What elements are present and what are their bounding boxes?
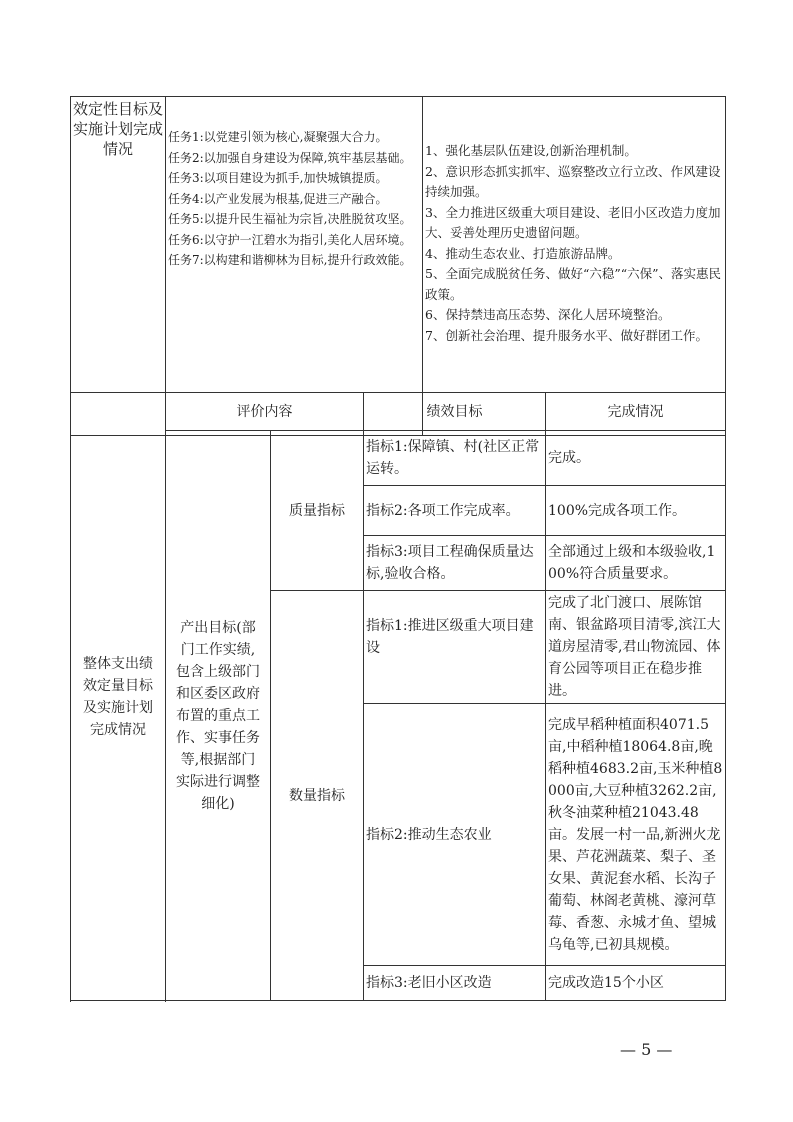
task-item: 任务2:以加强自身建设为保障,筑牢基层基础。 <box>168 150 412 165</box>
header-result: 完成情况 <box>546 393 726 431</box>
quantity-result-3: 完成改造15个小区 <box>546 966 726 1001</box>
quantitative-goals-table <box>70 392 726 1001</box>
task-item: 任务5:以提升民生福祉为宗旨,决胜脱贫攻坚。 <box>168 212 412 226</box>
result-item: 5、全面完成脱贫任务、做好“六稳”“六保”、落实惠民政策。 <box>425 266 722 302</box>
quality-result-1: 完成。 <box>546 431 726 486</box>
quality-result-2: 100%完成各项工作。 <box>546 486 726 536</box>
header-target: 绩效目标 <box>364 393 546 431</box>
task-item: 任务3:以项目建设为抓手,加快城镇提质。 <box>168 171 388 185</box>
qualitative-goals-table <box>70 96 726 436</box>
tasks-cell <box>166 97 423 436</box>
task-item: 任务4:以产业发展为根基,促进三产融合。 <box>168 191 388 206</box>
result-item: 4、推动生态农业、打造旅游品牌。 <box>425 245 621 261</box>
quantity-result-2: 完成早稻种植面积4071.5亩,中稻种植18064.8亩,晚稻种植4683.2亩,玉米种植8000亩,大豆种植3262.2亩,秋冬油菜种植21043.48亩。发展一村一品,新洲火龙果、芦花洲蔬菜、梨子、圣女果、黄泥套水稻、长沟子葡萄、林阁老黄桃、濠河草莓、香葱、永城才鱼、望城乌龟等,已初具规模。 <box>546 704 726 966</box>
header-evaluation: 评价内容 <box>166 393 364 431</box>
task-item: 任务6:以守护一江碧水为指引,美化人居环境。 <box>168 232 412 247</box>
result-item: 1、强化基层队伍建设,创新治理机制。 <box>425 143 637 158</box>
result-item: 6、保持禁违高压态势、深化人居环境整治。 <box>425 307 671 322</box>
quantity-result-1: 完成了北门渡口、展陈馆南、银盆路项目清零,滨江大道房屋清零,君山物流园、体育公园等项目正在稳步推进。 <box>546 591 726 704</box>
quality-label: 质量指标 <box>271 431 364 591</box>
result-item: 7、创新社会治理、提升服务水平、做好群团工作。 <box>425 327 708 343</box>
quantity-target-3: 指标3:老旧小区改造 <box>364 966 546 1001</box>
quality-result-3: 全部通过上级和本级验收,100%符合质量要求。 <box>546 536 726 591</box>
quality-target-3: 指标3:项目工程确保质量达标,验收合格。 <box>364 536 546 591</box>
quality-target-2: 指标2:各项工作完成率。 <box>364 486 546 536</box>
page-number: — 5 — <box>620 1040 673 1059</box>
quantity-target-2: 指标2:推动生态农业 <box>364 704 546 966</box>
result-item: 2、意识形态抓实抓牢、巡察整改立行立改、作风建设持续加强。 <box>425 163 721 199</box>
task-item: 任务7:以构建和谐柳林为目标,提升行政效能。 <box>168 253 412 267</box>
output-goal-label: 产出目标(部门工作实绩,包含上级部门和区委区政府布置的重点工作、实事任务等,根据部门实际进行调整细化) <box>166 431 271 1001</box>
quantitative-label: 整体支出绩效定量目标及实施计划完成情况 <box>71 393 166 1001</box>
quality-target-1: 指标1:保障镇、村(社区正常运转。 <box>364 431 546 486</box>
quantity-label: 数量指标 <box>271 591 364 1001</box>
task-item: 任务1:以党建引领为核心,凝聚强大合力。 <box>168 130 388 144</box>
results-cell <box>423 97 726 436</box>
result-item: 3、全力推进区级重大项目建设、老旧小区改造力度加大、妥善处理历史遗留问题。 <box>425 204 721 240</box>
qualitative-label: 效定性目标及实施计划完成情况 <box>71 97 166 436</box>
quantity-target-1: 指标1:推进区级重大项目建设 <box>364 591 546 704</box>
